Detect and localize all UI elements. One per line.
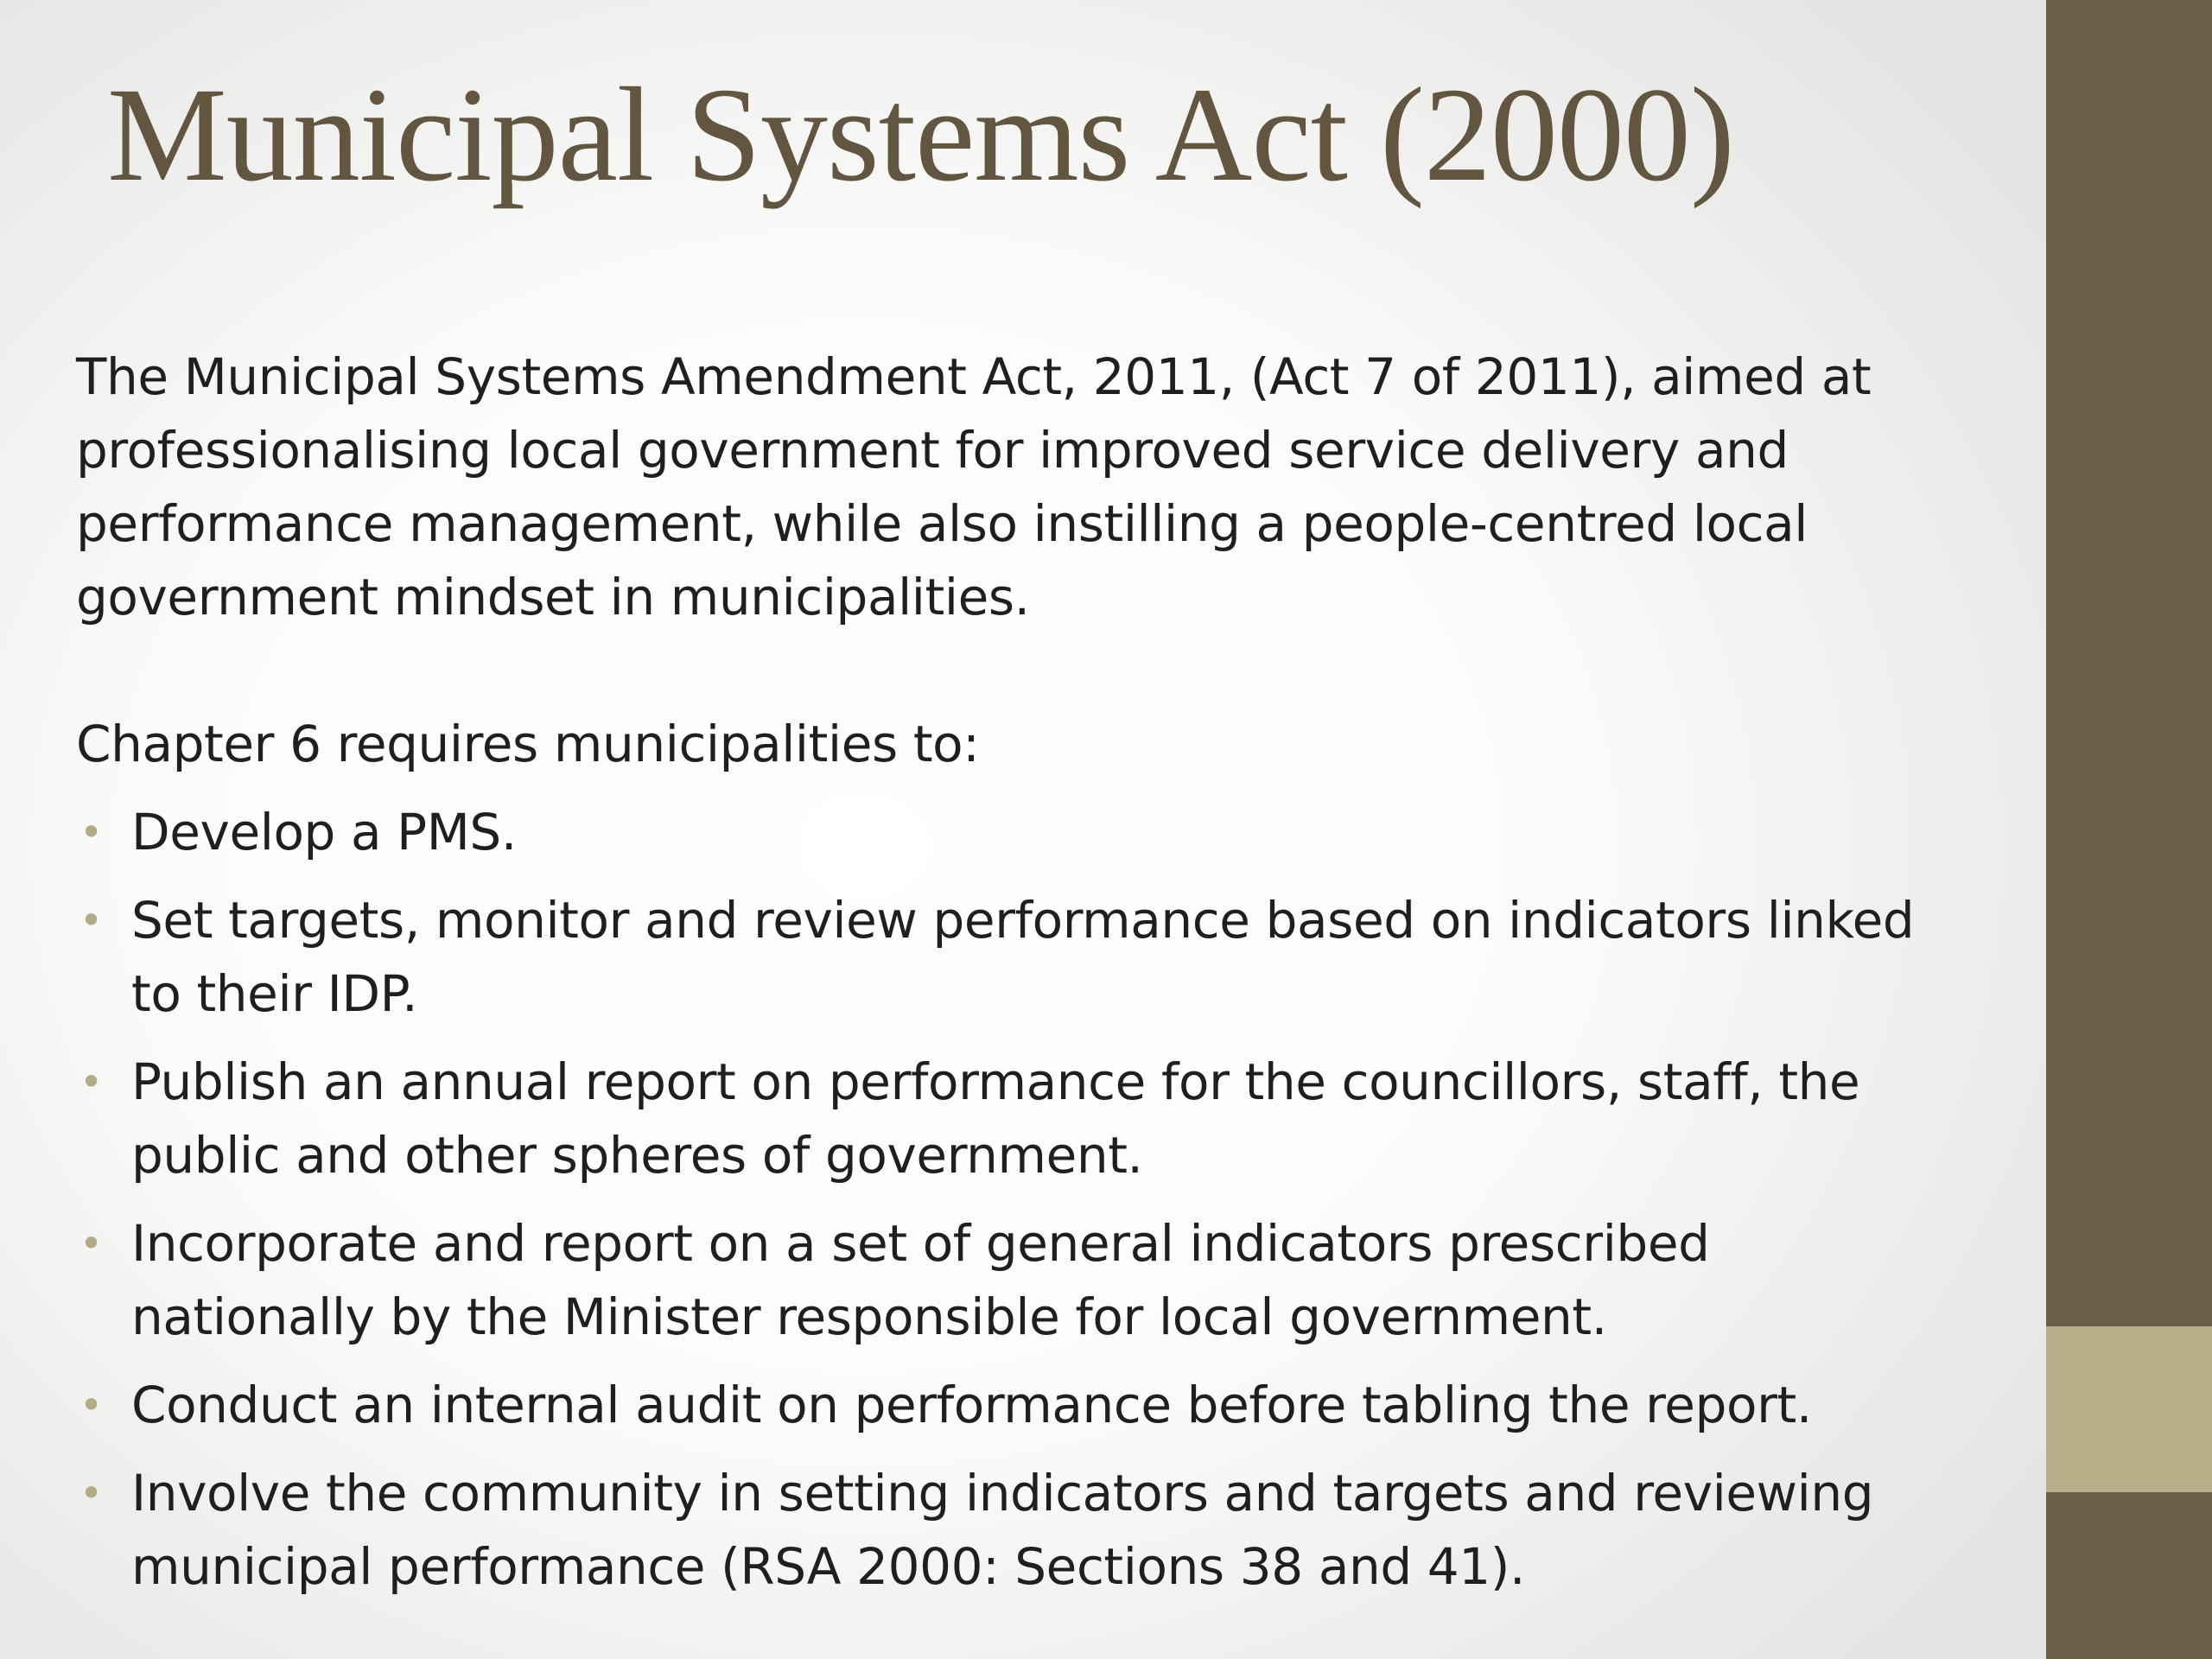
bullet-icon: •	[79, 809, 103, 855]
slide-title: Municipal Systems Act (2000)	[107, 60, 1734, 209]
list-item	[76, 796, 1960, 869]
bullet-icon: •	[79, 1058, 103, 1105]
decorative-side-bar-accent	[2046, 1326, 2212, 1492]
list-item	[76, 884, 1960, 1031]
list-item	[76, 1046, 1960, 1192]
list-item	[76, 1457, 1960, 1604]
bullet-icon: •	[79, 1382, 103, 1428]
bullet-icon: •	[79, 1470, 103, 1516]
list-item	[76, 1207, 1960, 1354]
list-item-text: Involve the community in setting indicators and targets and reviewing municipal performance (RSA 2000: Sections 38 and 41).	[131, 1464, 1874, 1596]
list-item-text: Develop a PMS.	[131, 803, 517, 861]
list-item-text: Conduct an internal audit on performance before tabling the report.	[131, 1376, 1812, 1434]
intro-paragraph: The Municipal Systems Amendment Act, 2011, (Act 7 of 2011), aimed at professionalising local government for improved service delivery and performance management, while also instilling a people-centred local government mindset in municipalities.	[76, 347, 1872, 626]
bullet-icon: •	[79, 897, 103, 944]
bullet-icon: •	[79, 1220, 103, 1267]
slide-body	[76, 340, 1960, 1618]
list-item-text: Incorporate and report on a set of general indicators prescribed nationally by the Minister responsible for local government.	[131, 1214, 1710, 1346]
list-item	[76, 1369, 1960, 1442]
list-item-text: Set targets, monitor and review performance based on indicators linked to their IDP.	[131, 891, 1915, 1023]
requirements-list	[76, 796, 1960, 1604]
chapter-lead: Chapter 6 requires municipalities to:	[76, 715, 980, 773]
list-item-text: Publish an annual report on performance for the councillors, staff, the public and other spheres of government.	[131, 1052, 1860, 1185]
